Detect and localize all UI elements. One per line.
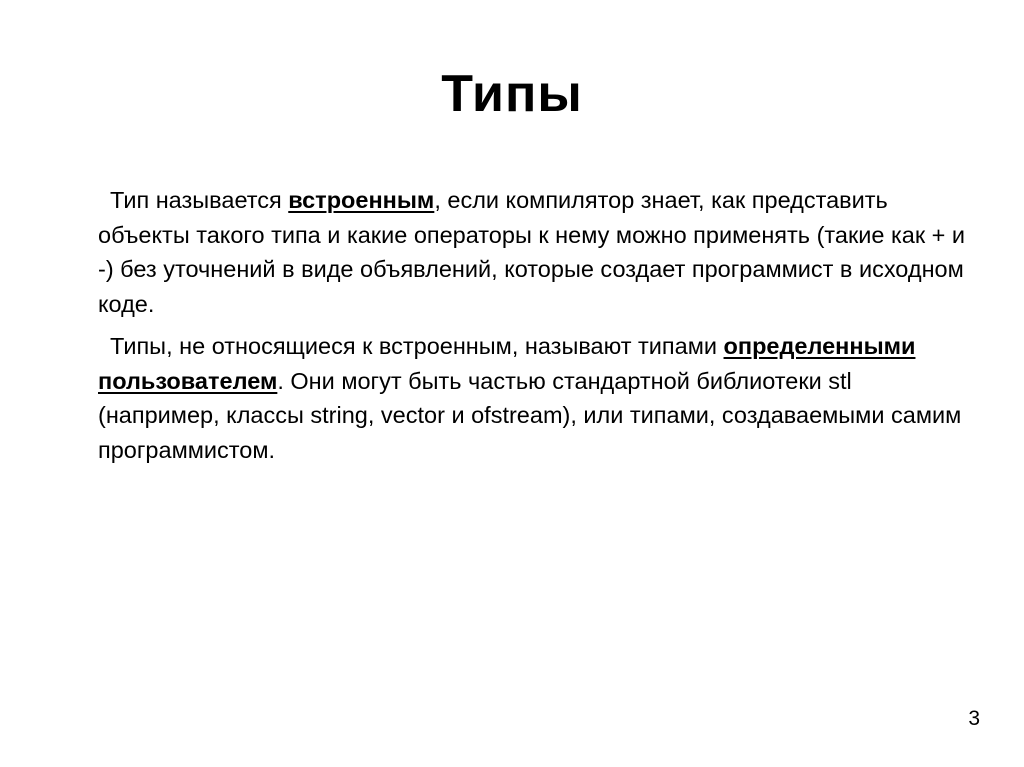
- slide-title: Типы: [441, 65, 583, 123]
- paragraph-1-text-after: , если компилятор знает, как представить объекты такого типа и какие операторы к нему можно применять (такие как + и -) без уточнений в виде объявлений, которые создает программист в исходном коде.: [98, 187, 966, 317]
- paragraph-1-text-before: Тип называется: [110, 187, 289, 213]
- paragraph-builtin-types: [98, 183, 978, 321]
- term-user-defined: определенными пользователем: [98, 333, 916, 394]
- term-builtin: встроенным: [288, 187, 435, 213]
- paragraph-2-text-before: Типы, не относящиеся к встроенным, называют типами: [110, 333, 724, 359]
- page-number: 3: [968, 707, 980, 730]
- slide-body: [98, 183, 978, 469]
- paragraph-2-text-after: . Они могут быть частью стандартной библиотеки stl (например, классы string, vector и ofstream), или типами, создаваемыми самим программистом.: [98, 367, 962, 463]
- paragraph-user-defined-types: [98, 329, 978, 467]
